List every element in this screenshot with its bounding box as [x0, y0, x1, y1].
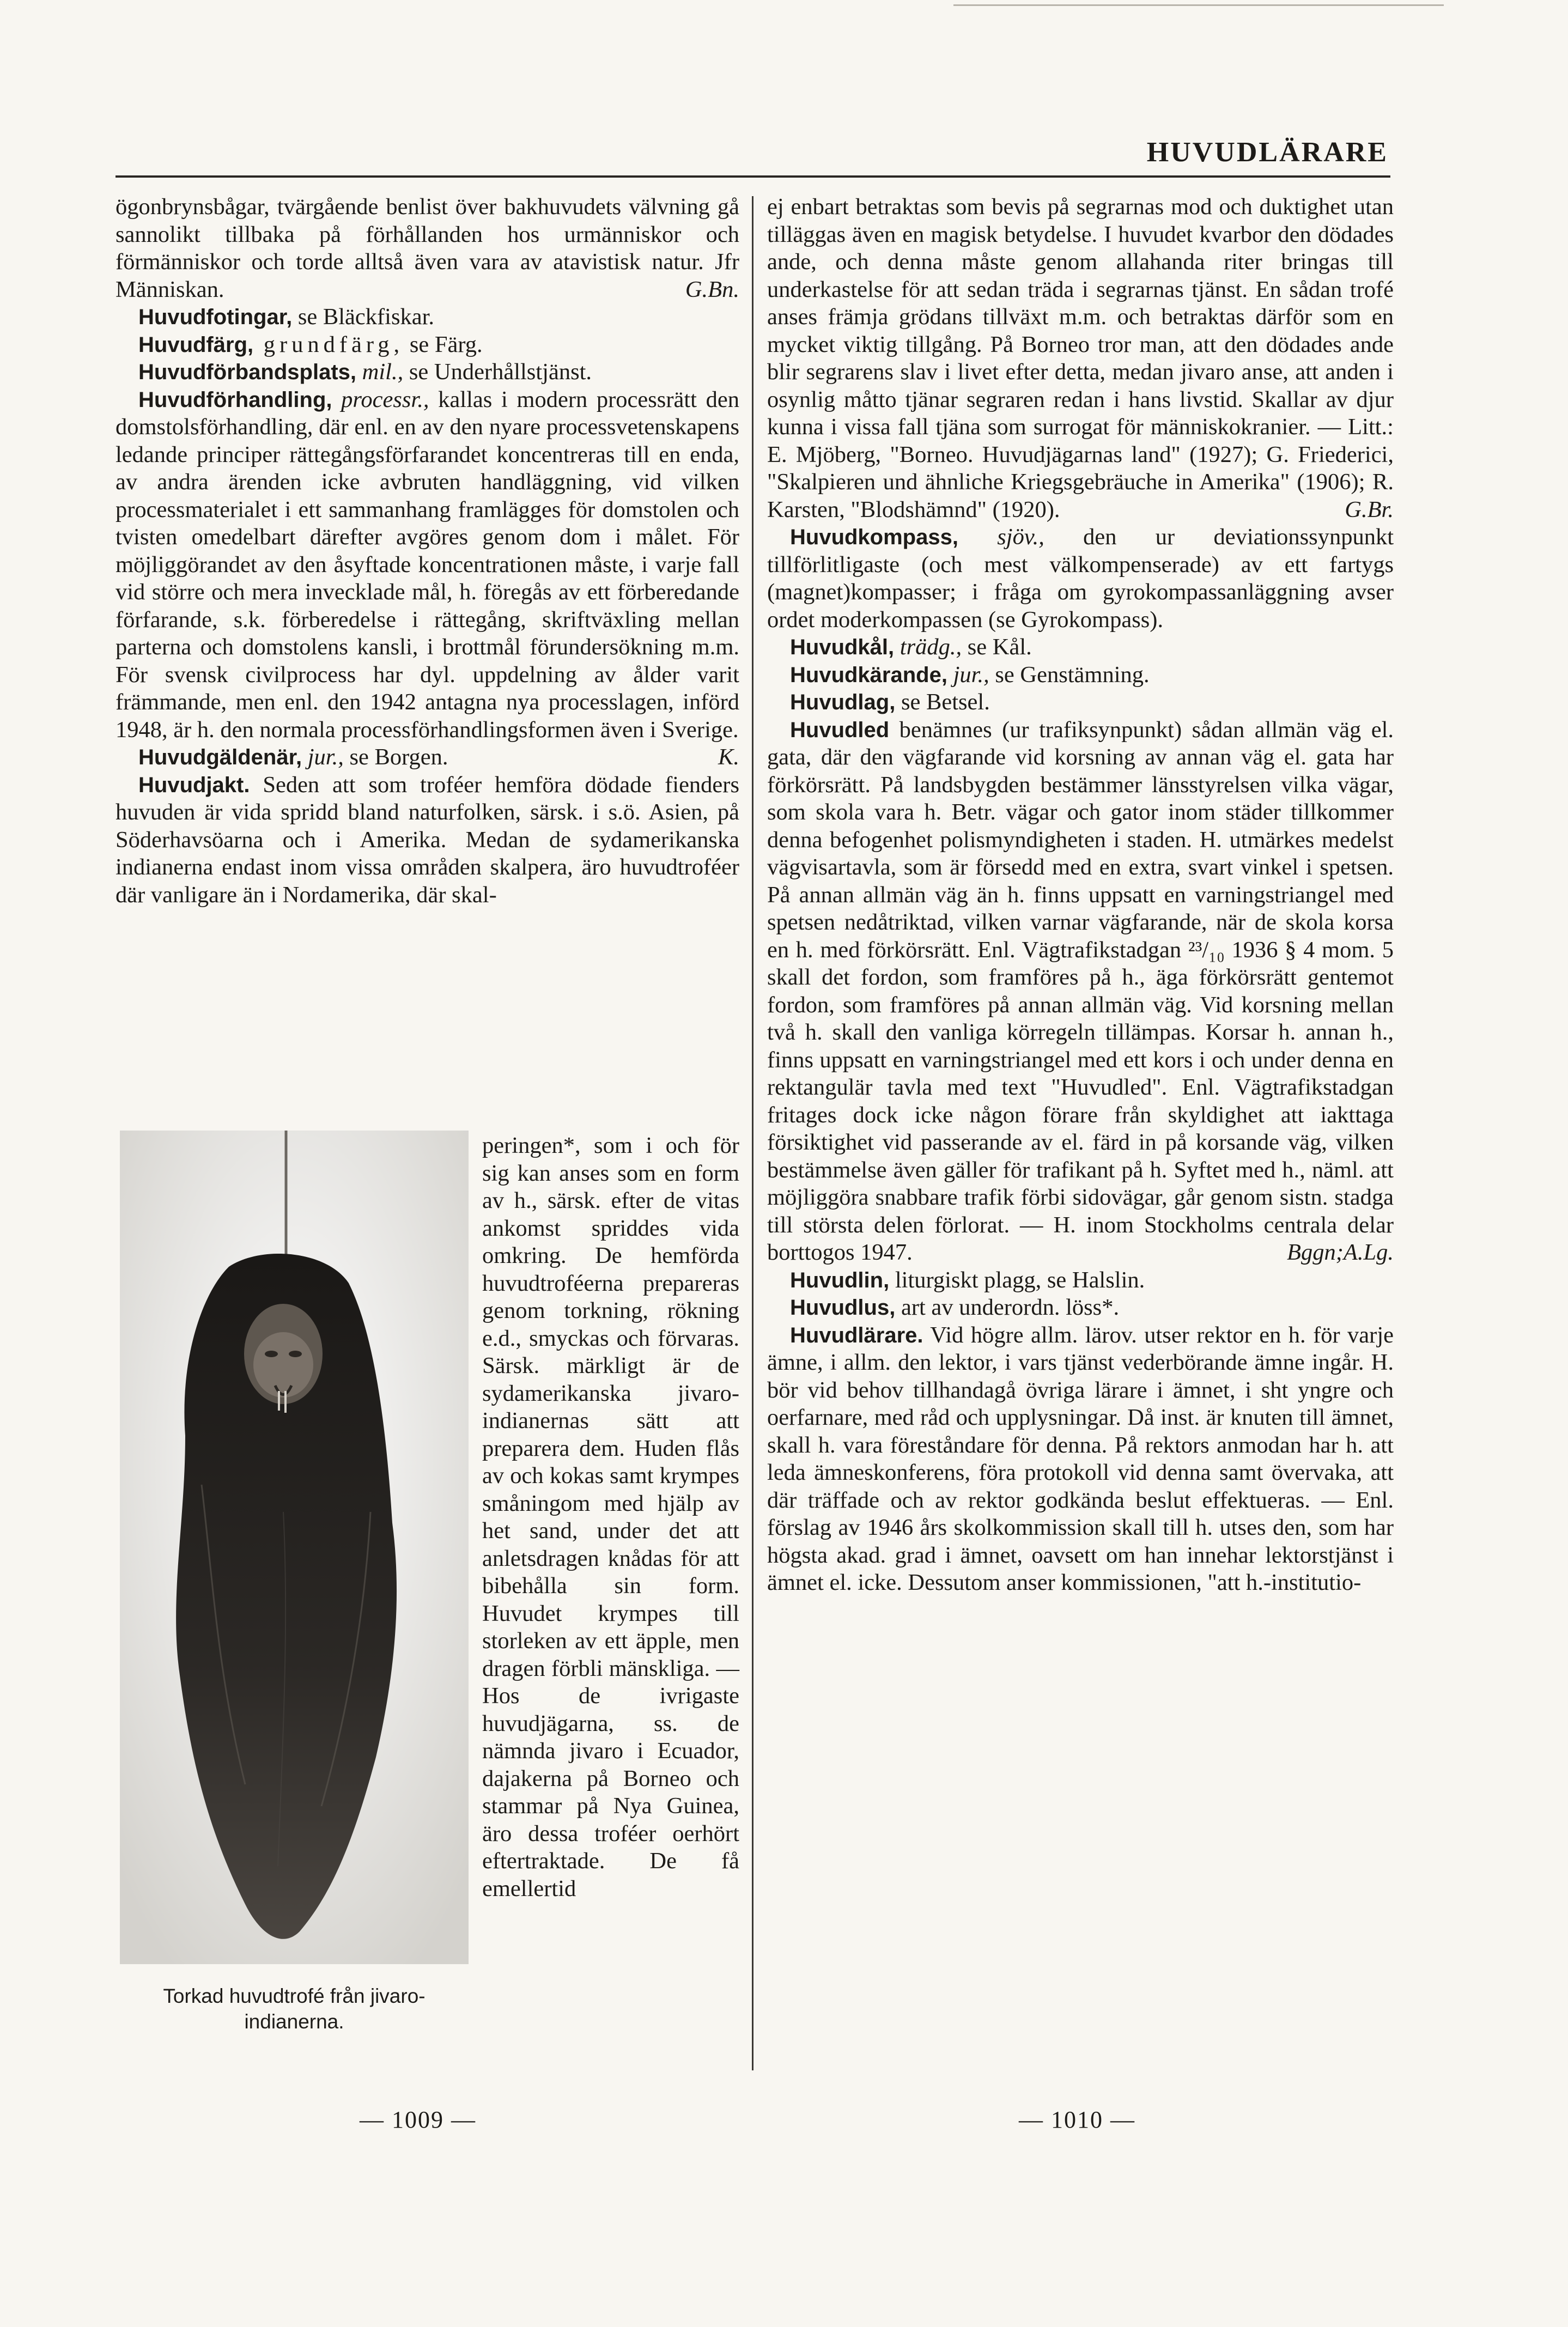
shrunken-head-photo	[120, 1131, 469, 1964]
entry-huvudkal: Huvudkål, trädg., se Kål.	[790, 634, 1032, 660]
headword: Huvudlärare.	[790, 1323, 923, 1347]
entry-huvudlin: Huvudlin, liturgiskt plagg, se Halslin.	[790, 1267, 1145, 1293]
headword: Huvudkärande,	[790, 663, 947, 687]
right-column	[767, 193, 1394, 1597]
headword: Huvudgäldenär,	[138, 745, 302, 769]
headword: Huvudfotingar,	[138, 305, 293, 329]
scan-edge-line	[953, 4, 1444, 6]
figure-caption: Torkad huvudtrofé från jivaro-indianerna.	[163, 1985, 426, 2033]
paragraph-continuation: ej enbart betraktas som bevis på segrarnas mod och duktighet utan tilläggas även en magisk betydelse. I huvudet kvarbor den dödades ande, och denna måste genom allahanda riter bringas till underkastelse för att sedan träda i segrarnas tjänst. En sådan trofé anses främja grödans tillväxt m.m. och betraktas därför som en mycket viktig tillgång. På Borneo tror man, att den dödades ande blir segrarens slav i livet efter detta, medan jivaro anse, att anden i osynlig måtto tjänar segraren redan i hans livstid. Skallar av djur kunna i vissa fall tjäna som surrogat för människokranier. — Litt.: E. Mjöberg, "Borneo. Huvudjägarnas land" (1927); G. Friederici, "Skalpieren und ähnliche Kriegsgebräuche in Amerika" (1906); R. Karsten, "Blodshämnd" (1920). G.Br.	[767, 193, 1394, 524]
headword: Huvudled	[790, 718, 890, 742]
figure-shrunken-head	[120, 1131, 469, 1980]
running-head: HUVUDLÄRARE	[1146, 137, 1388, 168]
entry-huvudlag: Huvudlag, se Betsel.	[790, 689, 990, 715]
signature: G.Br.	[1345, 496, 1394, 522]
entry-huvudjakt: Huvudjakt. Seden att som troféer hemföra dödade fienders huvuden är vida spridd bland naturfolken, särsk. i s.ö. Asien, på Söderhavsöarna och i Amerika. Medan de sydamerikanska indianerna endast inom vissa områden skalpera, äro huvudtroféer där vanligare än i Nordamerika, där skal-	[116, 771, 739, 908]
headword: Huvudkål,	[790, 635, 895, 659]
headword: Huvudkompass,	[790, 525, 958, 549]
left-column-wrap-text: peringen*, som i och för sig kan anses som en form av h., särsk. efter de vitas ankomst spriddes vida omkring. De hemförda huvudtroféerna prepareras genom torkning, rökning e.d., smyckas och förvaras. Särsk. märkligt är de sydamerikanska jivaro-indianernas sätt att preparera dem. Huden flås av och kokas samt krympes småningom med hjälp av het sand, under det att anletsdragen knådas för att bibehålla sin form. Huvudet krympes till storleken av ett äpple, men dragen förbli mänskliga. — Hos de ivrigaste huvudjägarna, ss. de nämnda jivaro i Ecuador, dajakerna på Borneo och stammar på Nya Guinea, äro dessa troféer oerhört eftertraktade. De få emellertid	[482, 1133, 739, 1901]
entry-huvudfotingar: Huvudfotingar, se Bläckfiskar.	[138, 304, 435, 330]
paragraph-continuation: ögonbrynsbågar, tvärgående benlist över bakhuvudets välvning gå sannolikt tillbaka på förhållanden hos urmänniskor och förmänniskor och torde alltså även vara av atavistisk natur. Jfr Människan. G.Bn.	[116, 193, 739, 303]
signature: K.	[718, 744, 739, 770]
column-divider	[752, 196, 753, 2070]
page-number-left: — 1009 —	[360, 2106, 476, 2133]
headword: Huvudlus,	[790, 1296, 896, 1320]
entry-huvudlarare: Huvudlärare. Vid högre allm. lärov. utser rektor en h. för varje ämne, i allm. den lektor, i vars tjänst vederbörande ämne ingår. H. bör vid behov tillhandagå övriga lärare i ämnet, i sht yngre och oerfarnare, med råd och upplysningar. Då inst. är knuten till ämnet, skall h. vara föreståndare för denna. På rektors anmodan har h. att leda ämneskonferens, föra protokoll vid denna samt övervaka, att där träffade och av rektor godkända beslut effektueras. — Enl. förslag av 1946 års skolkommission skall till h. utses den, som har högsta akad. grad i ämnet, oavsett om han innehar lektorstjänst i ämnet el. icke. Dessutom anser kommissionen, "att h.-institutio-	[767, 1322, 1394, 1595]
headword: Huvudfärg,	[138, 332, 254, 357]
entry-huvudkompass: Huvudkompass, sjöv., den ur deviationssynpunkt tillförlitligaste (och mest välkompenserade) av ett fartygs (magnet)kompasser; i fråga om gyrokompassanläggning avser ordet moderkompassen (se Gyrokompass).	[767, 524, 1394, 633]
page-number-right: — 1010 —	[1019, 2106, 1135, 2133]
entry-huvudforhandling: Huvudförhandling, processr., kallas i modern processrätt den domstolsförhandling, där enl. en av den nyare processvetenskapens ledande principer rättegångsförfarandet koncentreras till en enda, av andra ärenden icke avbruten handläggning, vid vilken processmaterialet i ett sammanhang framlägges för domstolen och tvisten omedelbart därefter avgöres genom dom i målet. För möjliggörandet av den åsyftade koncentrationen måste, i varje fall vid större och mera invecklade mål, h. föregås av ett förberedande förfarande, s.k. förberedelse i rättegång, skriftväxling mellan parterna och domstolens kansli, i brottmål förundersökning m.m. För svensk civilprocess har dyl. uppdelning av ålder varit främmande, men enl. den 1942 antagna nya processlagen, införd 1948, är h. den normala processförhandlingsformen även i Sverige. K.	[116, 386, 739, 744]
left-column	[116, 193, 739, 909]
entry-huvudlus: Huvudlus, art av underordn. löss*.	[790, 1295, 1120, 1320]
entry-huvudkarande: Huvudkärande, jur., se Genstämning.	[790, 661, 1150, 688]
entry-huvudforbandsplats: Huvudförbandsplats, mil., se Underhållstjänst.	[138, 359, 592, 385]
headword: Huvudförbandsplats,	[138, 360, 357, 384]
headword: Huvudlag,	[790, 690, 896, 714]
header-rule	[116, 175, 1390, 178]
headword: Huvudlin,	[790, 1268, 890, 1292]
headword: Huvudförhandling,	[138, 387, 332, 412]
entry-huvudfarg: Huvudfärg, grundfärg, se Färg.	[138, 331, 483, 357]
headword: Huvudjakt.	[138, 773, 250, 797]
signature: Bggn;A.Lg.	[1287, 1240, 1394, 1265]
signature: G.Bn.	[685, 276, 739, 302]
entry-huvudled: Huvudled benämnes (ur trafiksynpunkt) sådan allmän väg el. gata, där den vägfarande vid korsning av annan väg el. gata har förkörsrätt. På landsbygden bestämmer länsstyrelsen vilka vägar, som skola vara h. Betr. vägar och gator inom städer tillkommer denna befogenhet polismyndigheten i staden. H. utmärkes medelst vägvisartavla, som är försedd med en extra, svart vinkel i spetsen. På annan allmän väg än h. finns uppsatt en varningstriangel med spetsen nedåtriktad, vilken varnar vägfarande, när de skola korsa en h. med förkörsrätt. Enl. Vägtrafikstadgan ²³/₁₀ 1936 § 4 mom. 5 skall det fordon, som framföres på h., äga förkörsrätt gentemot fordon, som framföres på annan allmän väg. Vid korsning mellan två h. skall den vanliga körregeln tillämpas. Korsar h. annan h., finns uppsatt en varningstriangel med ett kors i och under denna en rektangulär tavla med text "Huvudled". Enl. Vägtrafikstadgan fritages dock icke någon förare från skyldighet att iakttaga försiktighet vid passerande av el. färd in på korsande väg, vilken bestämmelse även gäller för trafikant på h. Syftet med h., näml. att möjliggöra snabbare trafik förbi sidovägar, går genom sistn. stadga till största delen förlorat. — H. inom Stockholms centrala delar borttogos 1947. Bggn;A.Lg.	[767, 716, 1394, 1267]
entry-huvudgaldenar: Huvudgäldenär, jur., se Borgen.	[138, 744, 448, 770]
